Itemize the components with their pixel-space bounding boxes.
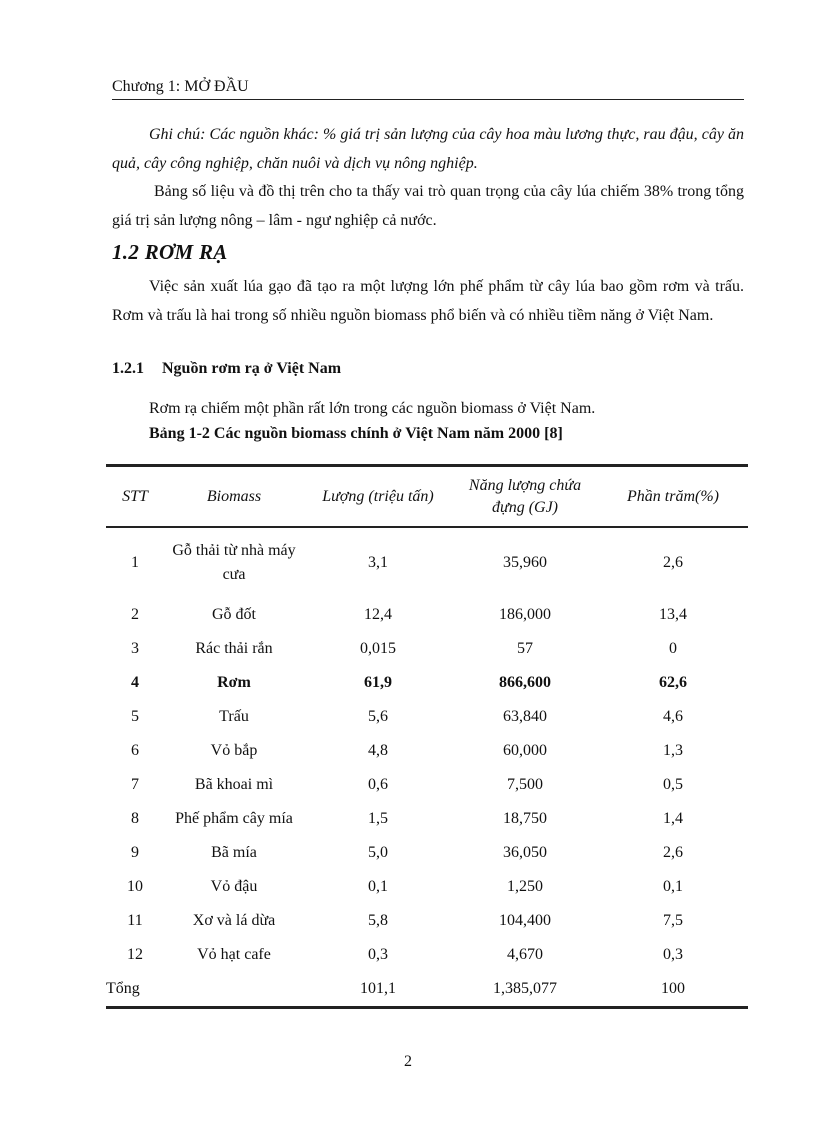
table-row — [106, 527, 748, 598]
cell-stt: 2 — [131, 606, 139, 623]
cell-energy: 866,600 — [499, 674, 551, 691]
table-caption: Bảng 1-2 Các nguồn biomass chính ở Việt Nam năm 2000 [8] — [149, 425, 563, 442]
cell-biomass: Xơ và lá dừa — [192, 912, 276, 929]
table-row — [106, 734, 748, 768]
cell-biomass: Bã khoai mì — [194, 776, 274, 793]
cell-amount: 5,6 — [368, 708, 388, 725]
cell-percent: 13,4 — [659, 606, 687, 623]
cell-biomass: Rơm — [217, 674, 251, 691]
cell-amount: 0,6 — [368, 776, 388, 793]
cell-energy: 36,050 — [503, 844, 547, 861]
cell-percent: 0,1 — [663, 878, 683, 895]
subsection-heading — [112, 360, 341, 378]
body-paragraph-2: Việc sản xuất lúa gạo đã tạo ra một lượng lớn phế phẩm từ cây lúa bao gồm rơm và trấu. Rơm và trấu là hai trong số nhiều nguồn biomass phổ biến và có nhiều tiềm năng ở Việt Nam. — [112, 278, 744, 324]
table-row — [106, 870, 748, 904]
cell-percent: 0,3 — [663, 946, 683, 963]
cell-percent: 0 — [669, 640, 677, 657]
cell-amount: 4,8 — [368, 742, 388, 759]
cell-stt: 6 — [131, 742, 139, 759]
biomass-table — [106, 464, 748, 1009]
cell-amount: 1,5 — [368, 810, 388, 827]
section-heading: 1.2 RƠM RẠ — [112, 240, 228, 264]
cell-biomass: Gỗ thải từ nhà máy cưa — [172, 542, 296, 583]
cell-amount: 12,4 — [364, 606, 392, 623]
cell-energy: 7,500 — [507, 776, 543, 793]
table-body — [106, 527, 748, 1008]
cell-percent: 7,5 — [663, 912, 683, 929]
body-paragraph-1: Bảng số liệu và đồ thị trên cho ta thấy vai trò quan trọng của cây lúa chiếm 38% trong tổng giá trị sản lượng nông – lâm - ngư nghiệp cả nước. — [112, 183, 744, 229]
cell-biomass: Vỏ hạt cafe — [197, 946, 271, 963]
page-number: 2 — [404, 1053, 412, 1070]
header-stt: STT — [122, 487, 148, 505]
header-percent: Phần trăm(%) — [627, 487, 719, 505]
cell-energy: 186,000 — [499, 606, 551, 623]
table-header-row — [106, 466, 748, 528]
cell-biomass — [164, 972, 304, 1008]
cell-biomass: Rác thải rắn — [195, 640, 273, 657]
cell-stt: 9 — [131, 844, 139, 861]
cell-stt: 3 — [131, 640, 139, 657]
cell-energy: 1,385,077 — [493, 980, 557, 997]
cell-stt: 1 — [131, 554, 139, 571]
table-row — [106, 938, 748, 972]
cell-stt: 12 — [127, 946, 143, 963]
cell-energy: 60,000 — [503, 742, 547, 759]
cell-biomass: Bã mía — [211, 844, 257, 861]
cell-amount: 0,015 — [360, 640, 396, 657]
table-row — [106, 632, 748, 666]
cell-percent: 1,3 — [663, 742, 683, 759]
cell-amount: 5,8 — [368, 912, 388, 929]
cell-amount: 3,1 — [368, 554, 388, 571]
body-paragraph-3: Rơm rạ chiếm một phần rất lớn trong các nguồn biomass ở Việt Nam. — [149, 400, 596, 417]
header-energy: Năng lượng chứa đựng (GJ) — [468, 476, 582, 516]
cell-biomass: Trấu — [219, 708, 249, 725]
cell-percent: 1,4 — [663, 810, 683, 827]
cell-amount: 0,1 — [368, 878, 388, 895]
table-row — [106, 802, 748, 836]
cell-energy: 57 — [517, 640, 533, 657]
cell-percent: 0,5 — [663, 776, 683, 793]
cell-percent: 100 — [661, 980, 685, 997]
cell-energy: 18,750 — [503, 810, 547, 827]
cell-energy: 1,250 — [507, 878, 543, 895]
cell-biomass: Vỏ bắp — [210, 742, 258, 759]
cell-percent: 62,6 — [659, 674, 687, 691]
cell-percent: 4,6 — [663, 708, 683, 725]
cell-energy: 35,960 — [503, 554, 547, 571]
cell-energy: 104,400 — [499, 912, 551, 929]
cell-amount: 0,3 — [368, 946, 388, 963]
subsection-title: Nguồn rơm rạ ở Việt Nam — [162, 360, 342, 377]
cell-stt: 8 — [131, 810, 139, 827]
subsection-number: 1.2.1 — [112, 360, 144, 377]
table-row — [106, 904, 748, 938]
cell-percent: 2,6 — [663, 554, 683, 571]
cell-energy: 63,840 — [503, 708, 547, 725]
note-paragraph: Ghi chú: Các nguồn khác: % giá trị sản lượng của cây hoa màu lương thực, rau đậu, cây ăn quả, cây công nghiệp, chăn nuôi và dịch vụ nông nghiệp. — [112, 126, 744, 172]
table-row — [106, 836, 748, 870]
table-row — [106, 768, 748, 802]
cell-stt: 10 — [127, 878, 143, 895]
cell-stt: 7 — [131, 776, 139, 793]
cell-biomass: Vỏ đậu — [210, 878, 258, 895]
cell-stt: 11 — [127, 912, 143, 929]
table-row — [106, 598, 748, 632]
table-row — [106, 666, 748, 700]
cell-amount: 5,0 — [368, 844, 388, 861]
cell-amount: 101,1 — [360, 980, 396, 997]
cell-stt: Tổng — [106, 980, 140, 997]
cell-amount: 61,9 — [364, 674, 392, 691]
cell-energy: 4,670 — [507, 946, 543, 963]
table-row — [106, 700, 748, 734]
header-biomass: Biomass — [206, 487, 262, 505]
cell-stt: 5 — [131, 708, 139, 725]
cell-biomass: Phế phẩm cây mía — [175, 810, 293, 827]
cell-biomass: Gỗ đốt — [212, 606, 256, 623]
chapter-header: Chương 1: MỞ ĐẦU — [112, 76, 744, 100]
header-amount: Lượng (triệu tấn) — [322, 487, 434, 505]
cell-percent: 2,6 — [663, 844, 683, 861]
cell-stt: 4 — [131, 674, 139, 691]
table-total-row — [106, 972, 748, 1008]
